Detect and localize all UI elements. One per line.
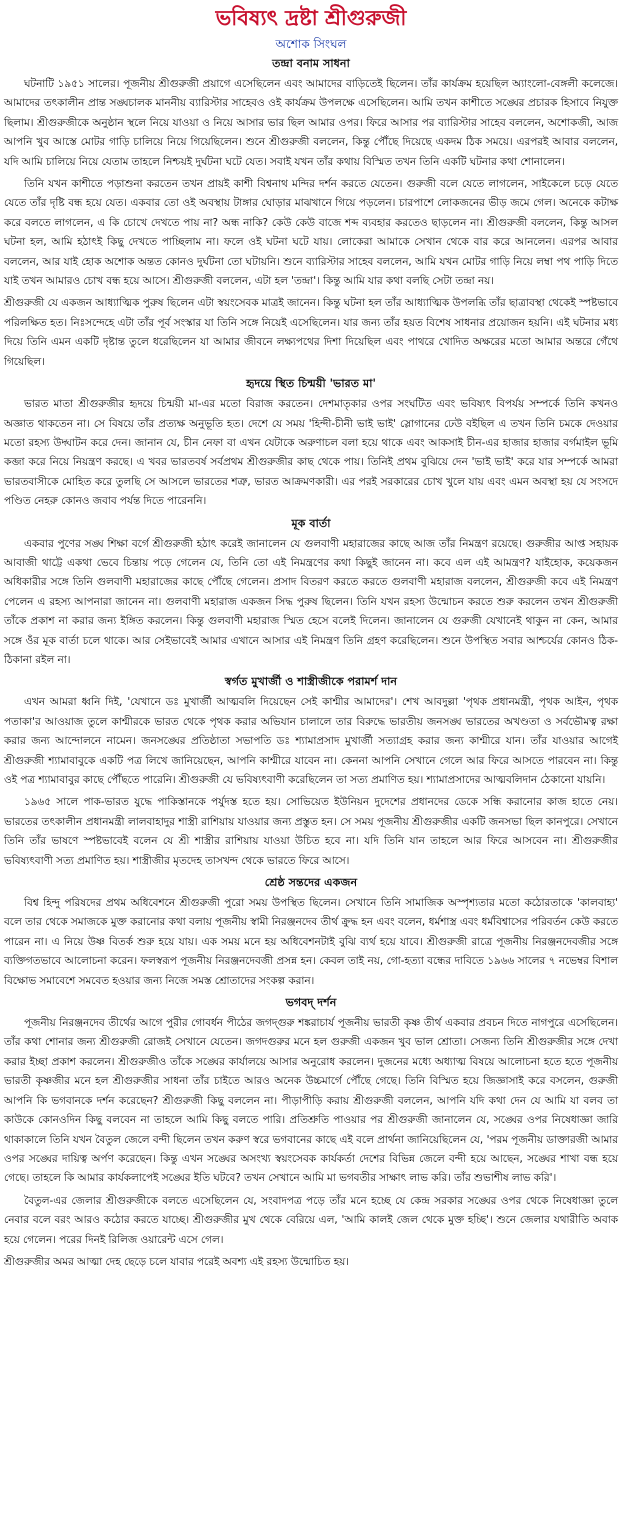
article-title: ভবিষ্যৎ দ্রষ্টা শ্রীগুরুজী: [215, 6, 407, 30]
paragraph: একবার পুণের সঙ্ঘ শিক্ষা বর্গে শ্রীগুরুজী হঠাৎ করেই জানালেন যে গুলবাণী মহারাজের কাছে আজ তাঁর নিমন্ত্রণ রয়েছে। গুরুজীর আপ্ত সহায়ক আবাজী থাট্টে একথা ভেবে চিন্তায় পড়ে গেলেন যে, তিনি তো এই নিমন্ত্রণের কথা কিছুই জানেন না। কবে এল এই আমন্ত্রণ? যাইহোক, কয়েকজন অধিকারীর সঙ্গে তিনি গুলবাণী মহারাজের কাছে পৌঁছে গেলেন। প্রসাদ বিতরণ করতে করতে গুলবাণী মহারাজ বললেন, শ্রীগুরুজী কবে এই নিমন্ত্রণ পেলেন এ রহস্য আপনারা জানেন না। গুলবাণী মহারাজ একজন সিদ্ধ পুরুষ ছিলেন। তিনি যখন রহস্য উন্মোচন করতে শুরু করলেন তখন শ্রীগুরুজী তাঁকে প্রকাশ না করার জন্য ইঙ্গিত করলেন। কিন্তু গুলবাণী মহারাজ স্মিত হেসে বলেই দিলেন। জানালেন যে গুরুজী যেখানেই থাকুন না কেন, আমার সঙ্গে ওঁর মূক বার্তা চলে থাকে। আর সেইভাবেই আমার এখানে আসার এই নিমন্ত্রণ তিনি গ্রহণ করেছিলেন। শুনে উপস্থিত সবার আশ্চর্যের কোনও ঠিক-ঠিকানা রইল না।: [4, 537, 618, 666]
section-bharat-ma: [4, 376, 618, 511]
paragraph: এখন আমরা ধ্বনি দিই, 'যেখানে ডঃ মুখার্জী আত্মবলি দিয়েছেন সেই কাশ্মীর আমাদের'। শেখ আবদুল্লা 'পৃথক প্রধানমন্ত্রী, পৃথক আইন, পৃথক পতাকা'র আওয়াজ তুলে কাশ্মীরকে ভারত থেকে পৃথক করার অভিযান চালালে তার বিরুদ্ধে ভারতীয় জনসঙ্ঘ ভারতের অখণ্ডতা ও সর্বভৌমত্ব রক্ষা করার জন্য আন্দোলনে নামেন। জনসঙ্ঘের প্রতিষ্ঠাতা সভাপতি ডঃ শ্যামাপ্রসাদ মুখার্জী সত্যাগ্রহ করার জন্য কাশ্মীরে যান। তাঁর যাওয়ার আগেই শ্রীগুরুজী শ্যামাবাবুকে একটি পত্র লিখে জানিয়েছেন, আপনি কাশ্মীরে যাবেন না। কেননা আপনি সেখানে গেলে আর ফিরে আসতে পারবেন না। কিন্তু ওই পত্র শ্যামাবাবুর কাছে পৌঁছতে পারেনি। শ্রীগুরুজী যে ভবিষ্যৎবাণী করেছিলেন তা সত্য প্রমাণিত হয়। শ্যামাপ্রসাদের আত্মবলিদান ঠেকানো যায়নি।: [4, 696, 618, 786]
paragraph: শ্রীগুরুজীর অমর আত্মা দেহ ছেড়ে চলে যাবার পরেই অবশ্য এই রহস্য উন্মোচিত হয়।: [4, 1255, 349, 1268]
section-mukherjee-shastri: [4, 674, 618, 871]
section-heading: মূক বার্তা: [291, 516, 331, 530]
section-heading: হৃদয়ে স্থিত চিন্ময়ী 'ভারত মা': [246, 377, 376, 391]
section-shreshtha-santa: [4, 875, 618, 991]
paragraph: ১৯৬৫ সালে পাক-ভারত যুদ্ধে পাকিস্তানকে পর্যুদস্ত হতে হয়। সোভিয়েত ইউনিয়ন দুদেশের প্রধানদের ডেকে সন্ধি করানোর কাজ হাতে নেয়। ভারতের তৎকালীন প্রধানমন্ত্রী লালবাহাদুর শাস্ত্রী রাশিয়ায় যাওয়ার জন্য প্রস্তুত হন। সে সময় পূজনীয় শ্রীগুরুজীর একটি জনসভা ছিল কানপুরে। সেখানে তিনি তাঁর ভাষণে স্পষ্টভাবেই বলেন যে শ্রী শাস্ত্রীর রাশিয়ায় যাওয়া উচিত হবে না। যদি তিনি যান তাহলে আর ফিরে আসবেন না। শ্রীগুরুজীর ভবিষ্যৎবাণী সত্য প্রমাণিত হয়। শাস্ত্রীজীর মৃতদেহ তাসখন্দ থেকে ভারতে ফিরে আসে।: [4, 796, 618, 867]
paragraph: পূজনীয় নিরঞ্জনদেব তীর্থের আগে পুরীর গোবর্ধন পীঠের জগদ্গুরু শঙ্করাচার্য পূজনীয় ভারতী কৃষ্ণ তীর্থ একবার প্রবচন দিতে নাগপুরে এসেছিলেন। তাঁর কথা শোনার জন্য শ্রীগুরুজী রোজই সেখানে যেতেন। জগদগুরুর মনে হল গুরুজী একজন খুব ভাল শ্রোতা। সেজন্য তিনি শ্রীগুরুজীর সঙ্গে দেখা করার ইচ্ছা প্রকাশ করলেন। শ্রীগুরুজীও তাঁকে সঙ্ঘের কার্যালয়ে আসার অনুরোধ করলেন। দুজনের মধ্যে অধ্যাত্ম বিষয়ে আলোচনা হতে হতে পূজনীয় ভারতী কৃষ্ণজীর মনে হল শ্রীগুরুজীর সাধনা তাঁর চাইতে আরও অনেক উচ্চমার্গে পৌঁছে গেছে। তিনি বিস্মিত হয়ে জিজ্ঞাসাই করে বসলেন, গুরুজী আপনি কি ভগবানকে দর্শন করেছেন? শ্রীগুরুজী কিছু বললেন না। পীড়াপীড়ি করায় শ্রীগুরুজী বললেন, আপনি যদি কথা দেন যে আমি যা বলব তা কাউকে কোনওদিন কিছু বলবেন না তাহলে আমি কিছু বলতে পারি। প্রতিশ্রুতি পাওয়ার পর শ্রীগুরুজী জানালেন যে, সঙ্ঘের ওপর নিষেধাজ্ঞা জারি থাকাকালে তিনি যখন বৈতুল জেলে বন্দী ছিলেন তখন করুণ স্বরে ভগবানের কাছে এই বলে প্রার্থনা জানিয়েছিলেন যে, 'পরম পূজনীয় ডাক্তারজী আমার ওপর সঙ্ঘের দায়িত্ব অর্পণ করেছেন। কিন্তু এখন সঙ্ঘের অসংখ্য স্বয়ংসেবক কার্যকর্তা দেশের বিভিন্ন জেলে বন্দী হয়ে আছেন, সঙ্ঘের শাখা বন্ধ হয়ে গেছে। তাহলে কি আমার কার্যকলাপেই সঙ্ঘের ইতি ঘটবে? তখন সেখানে আমি মা ভগবতীর সাক্ষাৎ লাভ করি। তাঁর শুভাশীষ লাভ করি'।: [4, 1017, 618, 1185]
paragraph: ভারত মাতা শ্রীগুরুজীর হৃদয়ে চিন্ময়ী মা-এর মতো বিরাজ করতেন। দেশমাতৃকার ওপর সংঘটিত এবং ভবিষ্যৎ বিপর্যয় সম্পর্কে তিনি কখনও অজ্ঞাত থাকতেন না। সে বিষয়ে তাঁর প্রত্যক্ষ অনুভূতি হত। দেশে যে সময় 'হিন্দী-চীনী ভাই ভাই' স্লোগানের ঢেউ বইছিল এ তখন তিনি চমকে দেওয়ার মতো রহস্য উদ্ঘাটন করে দেন। জানান যে, চীন নেফা বা এখন যেটাকে অরুণাচল বলা হয়ে থাকে এবং আকসাই চীন-এর হাজার হাজার বর্গমাইল ভূমি কব্জা করে নিয়ে নিয়ন্ত্রণ করছে। এ খবর ভারতবর্ষ সর্বপ্রথম শ্রীগুরুজীর কাছ থেকে পায়। তিনিই প্রথম বুঝিয়ে দেন 'ভাই ভাই' করে যার সম্পর্কে আমরা ভারতবাসীকে মোহিত করে তুলছি সে আসলে ভারতের শত্রু, ভারত আক্রমণকারী। এর পরই সরকারের চোখ খুলে যায় এবং এমন অবস্থা হয় যে সংসদে পণ্ডিত নেহরু কোনও জবাব পর্যন্ত দিতে পারেননি।: [4, 398, 618, 508]
paragraph: বৈতুল-এর জেলার শ্রীগুরুজীকে বলতে এসেছিলেন যে, সংবাদপত্র পড়ে তাঁর মনে হচ্ছে যে কেন্দ্র সরকার সঙ্ঘের ওপর থেকে নিষেধাজ্ঞা তুলে নেবার বলে বরং আরও কঠোর করতে যাচ্ছে। শ্রীগুরুজীর মুখ থেকে বেরিয়ে এল, 'আমি কালই জেল থেকে মুক্ত হচ্ছি'। শুনে জেলার যথারীতি অবাক হয়ে গেলেন। পরের দিনই রিলিজ ওয়ারেন্ট এসে গেল।: [4, 1194, 618, 1246]
section-heading: তন্দ্রা বনাম সাধনা: [272, 57, 350, 70]
paragraph: তিনি যখন কাশীতে পড়াশুনা করতেন তখন প্রায়ই কাশী বিশ্বনাথ মন্দির দর্শন করতে যেতেন। গুরুজী বলে যেতে লাগলেন, সাইকেলে চড়ে যেতে যেতে তাঁর দৃষ্টি বন্ধ হয়ে যেত। একবার তো ওই অবস্থায় টাঙ্গার ঘোড়ার মাঝখানে গিয়ে পড়লেন। চারপাশে লোকজনের ভীড় জমে গেল। অনেকে কটাক্ষ করে বলতে লাগলেন, এ কি চোখে দেখতে পায় না? অন্ধ নাকি? কেউ কেউ বাজে শব্দ ব্যবহার করতেও ছাড়লেন না। শ্রীগুরুজী বললেন, কিন্তু আসল ঘটনা হল, আমি হঠাৎই কিছু দেখতে পাচ্ছিলাম না। ফলে ওই ঘটনা ঘটে যায়। লোকেরা আমাকে সেখান থেকে বার করে আনলেন। এরপর আবার বললেন, আর যাই হোক অশোক অন্তত কোনও দুর্ঘটনা তো ঘটায়নি। শুনে ব্যারিস্টার সাহেব বললেন, আমি যখন মোটর গাড়ি নিয়ে লম্বা পথ পাড়ি দিতে যাই তখন আমারও চোখ বন্ধ হয়ে আসে। শ্রীগুরুজী বললেন, এটা হল 'তন্দ্রা'। কিন্তু আমি যার কথা বলছি সেটা তন্দ্রা নয়।: [4, 178, 618, 288]
author-name: অশোক সিংঘল: [275, 37, 347, 51]
paragraph: ঘটনাটি ১৯৫১ সালের। পূজনীয় শ্রীগুরুজী প্রয়াগে এসেছিলেন এবং আমাদের বাড়িতেই ছিলেন। তাঁর কার্যক্রম হয়েছিল অ্যাংলো-বেঙ্গলী কলেজে। আমাদের তৎকালীন প্রান্ত সঙ্ঘচালক মাননীয় ব্যারিস্টার সাহেবও ওই কার্যক্রম উপলক্ষে এসেছিলেন। আমি তখন কাশীতে সঙ্ঘের প্রচারক হিসাবে নিযুক্ত ছিলাম। শ্রীগুরুজীকে অনুষ্ঠান স্থলে নিয়ে যাওয়া ও নিয়ে আসার ভার ছিল আমার ওপর। ফিরে আসার পর ব্যারিস্টার সাহেব বললেন, অশোকজী, আজ আপনি খুব আস্তে মোটর গাড়ি চালিয়ে নিয়ে গিয়েছিলেন। শুনে শ্রীগুরুজী বললেন, কিন্তু পৌঁছে দিয়েছে একদম ঠিক সময়ে। এরপরই আবার বললেন, যদি আমি চালিয়ে নিয়ে যেতাম তাহলে নিশ্চয়ই দুর্ঘটনা ঘটে যেত। সবাই যখন তাঁর কথায় বিস্মিত তখন তিনি একটি ঘটনার কথা শোনালেন।: [4, 78, 618, 168]
section-tandra: [4, 56, 618, 372]
paragraph: শ্রীগুরুজী যে একজন আধ্যাত্মিক পুরুষ ছিলেন এটা স্বয়ংসেবক মাত্রই জানেন। কিন্তু ঘটনা হল তাঁর আধ্যাত্মিক উপলব্ধি তাঁর ছাত্রাবস্থা থেকেই স্পষ্টভাবে পরিলক্ষিত হত। নিঃসন্দেহে এটা তাঁর পূর্ব সংস্কার যা তিনি সঙ্গে নিয়েই এসেছিলেন। যার জন্য তাঁর হয়ত বিশেষ সাধনার প্রয়োজন হয়নি। এই ঘটনার মধ্য দিয়ে তিনি এমন একটি দৃষ্টান্ত তুলে ধরেছিলেন যা আমার জীবনে লক্ষ্যপথের দিশা দিয়েছিল এবং পাথরে খোদিত অক্ষরের মতো আমার অন্তরে গেঁথে গিয়েছিল।: [4, 297, 618, 368]
article: [4, 0, 618, 1272]
section-bhagavad-darshan: [4, 995, 618, 1272]
section-heading: ভগবদ্ দর্শন: [285, 996, 337, 1010]
section-heading: স্বর্গত মুখার্জী ও শাস্ত্রীজীকে পরামর্শ দান: [224, 675, 398, 689]
section-heading: শ্রেষ্ঠ সন্তদের একজন: [264, 876, 358, 890]
paragraph: বিশ্ব হিন্দু পরিষদের প্রথম অধিবেশনে শ্রীগুরুজী পুরো সময় উপস্থিত ছিলেন। সেখানে তিনি সামাজিক অস্পৃশ্যতার মতো কঠোরতাকে 'কালবাহ্য' বলে তার থেকে সমাজকে মুক্ত করানোর কথা বলায় পূজনীয় স্বামী নিরঞ্জনদেব তীর্থ ক্রুদ্ধ হন এবং বলেন, ধর্মশাস্ত্র এবং ধর্মবিশ্বাসের পরিবর্তন কেউ করতে পারেন না। এ নিয়ে উষ্ণ বিতর্ক শুরু হয়ে যায়। এক সময় মনে হয় অধিবেশনটাই বুঝি ব্যর্থ হয়ে যাবে। শ্রীগুরুজী রাত্রে পূজনীয় নিরঞ্জনদেবজীর সঙ্গে ব্যক্তিগতভাবে আলোচনা করেন। ফলস্বরূপ পূজনীয় নিরঞ্জনদেবজী প্রসন্ন হন। কেবল তাই নয়, গো-হত্যা বন্ধের দাবিতে ১৯৬৬ সালের ৭ নভেম্বর বিশাল বিক্ষোভ সমাবেশে সমবেত হওয়ার জন্য নিজে সমস্ত শ্রোতাদের সংকল্প করান।: [4, 897, 618, 987]
section-mook-barta: [4, 516, 618, 671]
